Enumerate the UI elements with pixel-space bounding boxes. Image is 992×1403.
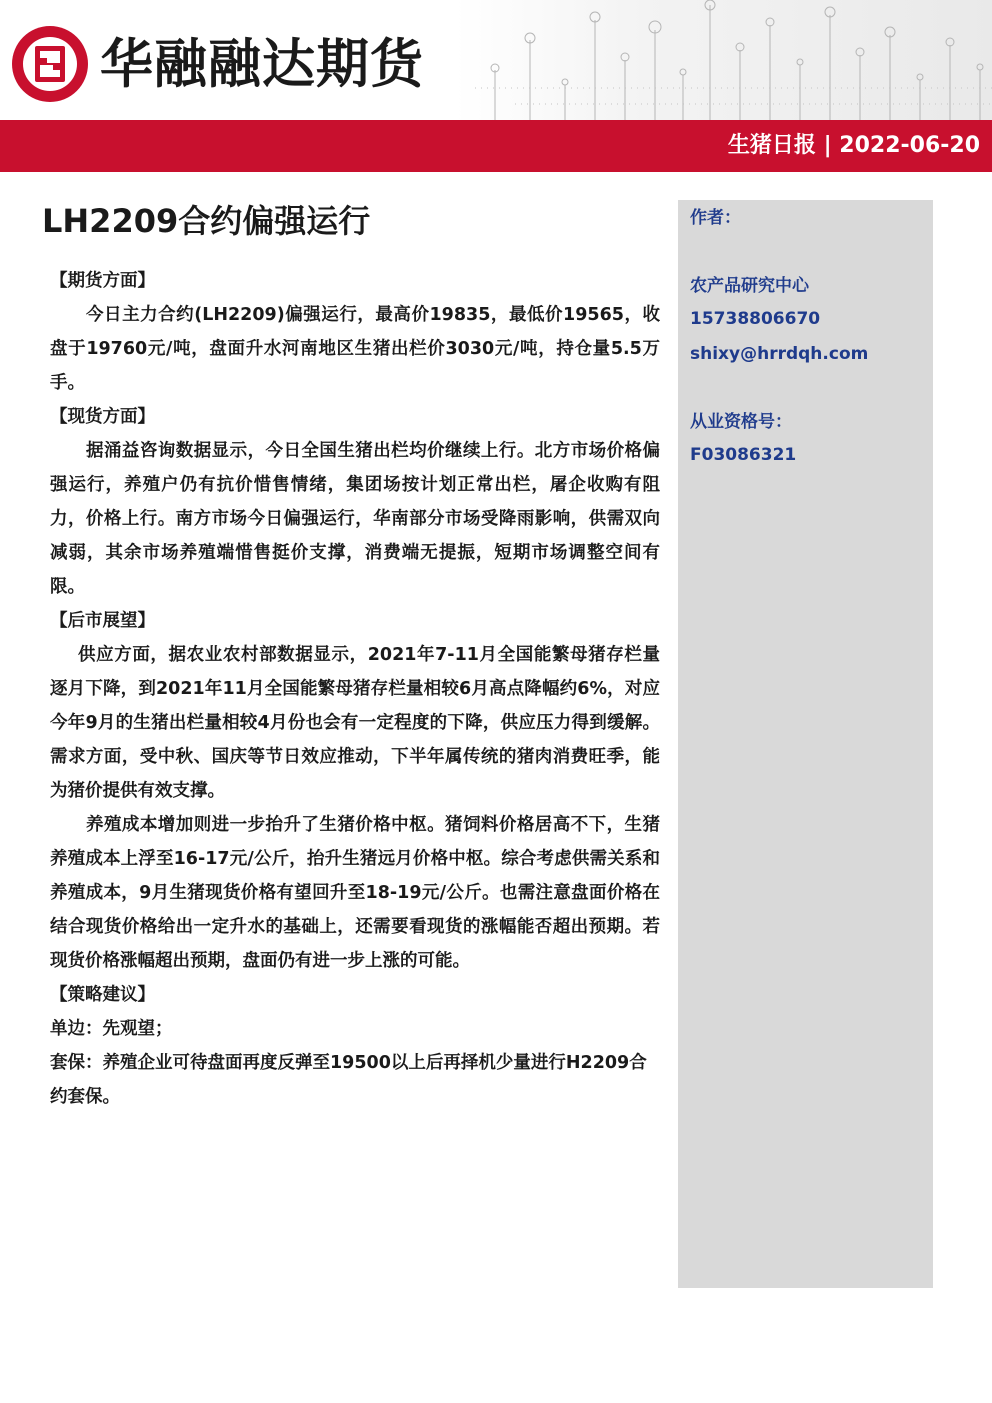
brand-name: 华融融达期货 <box>100 34 424 95</box>
phone-number: 15738806670 <box>690 309 821 329</box>
outlook-paragraph-2: 养殖成本增加则进一步抬升了生猪价格中枢。猪饲料价格居高不下，生猪养殖成本上浮至16-17元/公斤，抬升生猪远月价格中枢。综合考虑供需关系和养殖成本，9月生猪现货价格有望回升至18-19元/公斤。也需注意盘面价格在结合现货价格给出一定升水的基础上，还需要看现货的涨幅能否超出预期。若现货价格涨幅超出预期，盘面仍有进一步上涨的可能。 <box>50 815 660 971</box>
report-header <box>0 0 992 175</box>
report-body <box>50 264 660 1114</box>
section-heading-outlook: 【后市展望】 <box>50 611 155 631</box>
report-type-date: 生猪日报 | 2022-06-20 <box>727 133 980 158</box>
spot-paragraph: 据涌益咨询数据显示，今日全国生猪出栏均价继续上行。北方市场价格偏强运行，养殖户仍有抗价惜售情绪，集团场按计划正常出栏，屠企收购有阻力，价格上行。南方市场今日偏强运行，华南部分市场受降雨影响，供需双向减弱，其余市场养殖端惜售挺价支撑，消费端无提振，短期市场调整空间有限。 <box>50 441 660 597</box>
section-heading-strategy: 【策略建议】 <box>50 985 155 1005</box>
section-heading-futures: 【期货方面】 <box>50 271 155 291</box>
company-logo <box>10 24 90 104</box>
license-label: 从业资格号： <box>690 412 792 432</box>
header-decoration <box>455 0 992 120</box>
report-title: LH2209合约偏强运行 <box>42 202 371 240</box>
author-label: 作者： <box>690 208 741 228</box>
futures-paragraph: 今日主力合约(LH2209)偏强运行，最高价19835，最低价19565，收盘于19760元/吨，盘面升水河南地区生猪出栏价3030元/吨，持仓量5.5万手。 <box>50 305 660 393</box>
license-number: F03086321 <box>690 445 797 465</box>
section-heading-spot: 【现货方面】 <box>50 407 155 427</box>
strategy-hedge: 套保：养殖企业可待盘面再度反弹至19500以上后再择机少量进行H2209合约套保。 <box>50 1053 647 1107</box>
department-name: 农产品研究中心 <box>690 276 809 296</box>
email-address[interactable]: shixy@hrrdqh.com <box>690 344 869 364</box>
outlook-paragraph-1: 供应方面，据农业农村部数据显示，2021年7-11月全国能繁母猪存栏量逐月下降，到2021年11月全国能繁母猪存栏量相较6月高点降幅约6%，对应今年9月的生猪出栏量相较4月份也会有一定程度的下降，供应压力得到缓解。需求方面，受中秋、国庆等节日效应推动，下半年属传统的猪肉消费旺季，能为猪价提供有效支撑。 <box>50 645 660 801</box>
strategy-single: 单边：先观望； <box>50 1019 173 1039</box>
